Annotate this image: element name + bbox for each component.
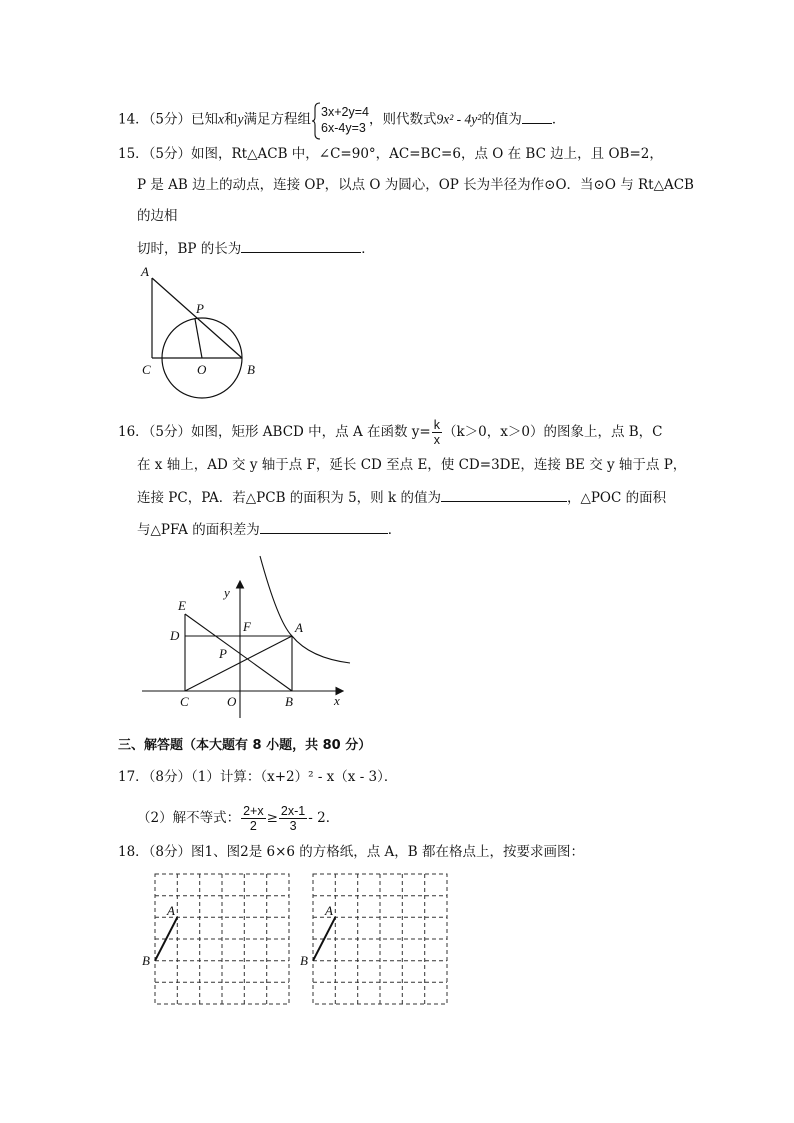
grid-figure-1 [138,868,298,1010]
label-D: D [170,628,180,643]
answer-blank[interactable] [522,109,552,124]
label-C: C [142,362,151,377]
fraction-k-over-x: $\frac{k}{x}$ [433,418,440,447]
label-P: P [196,301,204,316]
fraction-1: $\frac{2+x}{2}$ [243,804,264,833]
q15-line-2: P 是 AB 边上的动点，连接 OP，以点 O 为圆心，OP 长为半径为作⊙O．当⊙O 与 Rt△ACB [137,177,694,193]
q16-line-3: 连接 PC，PA．若△PCB 的面积为 5，则 k 的值为 ，△POC 的面积 [137,487,666,507]
q15-figure [136,262,266,412]
q17-line-2: （2）解不等式： $\frac{2+x}{2}$ ≥ $\frac{2x-1}{3}$ - 2． [137,804,340,833]
answer-blank[interactable] [241,238,361,253]
label-A: A [295,620,303,635]
q15-line-3: 的边相 [137,208,178,224]
label-B: B [142,953,150,968]
q16-figure [138,552,358,722]
q14-line: 14．（5分）已知x和y满足方程组 3x+2y=4 6x-4y=3 ，则代数式9x² - 4y²的值为 ． [118,104,565,136]
q16-line-2: 在 x 轴上，AD 交 y 轴于点 F，延长 CD 至点 E，使 CD=3DE，连接 BE 交 y 轴于点 P， [137,457,687,473]
equation-1: 3x+2y=4 [321,105,369,119]
axis-y-label: y [224,585,230,600]
q15-line-1: 15．（5分）如图，Rt△ACB 中，∠C=90°，AC=BC=6，点 O 在 BC 边上，且 OB=2， [118,146,663,162]
label-B: B [285,694,293,709]
label-C: C [180,694,189,709]
label-O: O [227,694,237,709]
brace-icon [311,102,321,140]
label-B: B [247,362,255,377]
label-A: A [325,903,333,918]
grid-figure-2 [296,868,456,1010]
q18-line-1: 18．（8分）图1、图2是 6×6 的方格纸，点 A，B 都在格点上，按要求画图： [118,844,585,860]
label-O: O [197,362,207,377]
label-B: B [300,953,308,968]
section-title: 三、解答题（本大题有 8 小题，共 80 分） [118,738,372,753]
q16-line-1: 16．（5分）如图，矩形 ABCD 中，点 A 在函数 y= $\frac{k}{x}$ （k＞0，x＞0）的图象上，点 B，C [118,418,663,447]
q14-expression: 9x² - 4y² [436,111,482,127]
label-F: F [243,619,251,634]
axis-x-label: x [334,693,340,708]
fraction-2: $\frac{2x-1}{3}$ [280,804,306,833]
answer-blank[interactable] [260,519,388,534]
q17-line-1: 17．（8分）（1）计算：（x+2）² - x（x - 3）． [118,769,398,785]
label-E: E [178,598,186,613]
q14-number: 14． [118,111,149,128]
q15-line-4: 切时，BP 的长为 ． [137,238,375,258]
q16-line-4: 与△PFA 的面积差为 ． [137,519,401,539]
label-A: A [167,903,175,918]
equation-system [311,104,369,136]
label-P: P [219,646,227,661]
label-A: A [141,264,149,279]
answer-blank[interactable] [441,487,567,502]
equation-2: 6x-4y=3 [321,121,366,135]
